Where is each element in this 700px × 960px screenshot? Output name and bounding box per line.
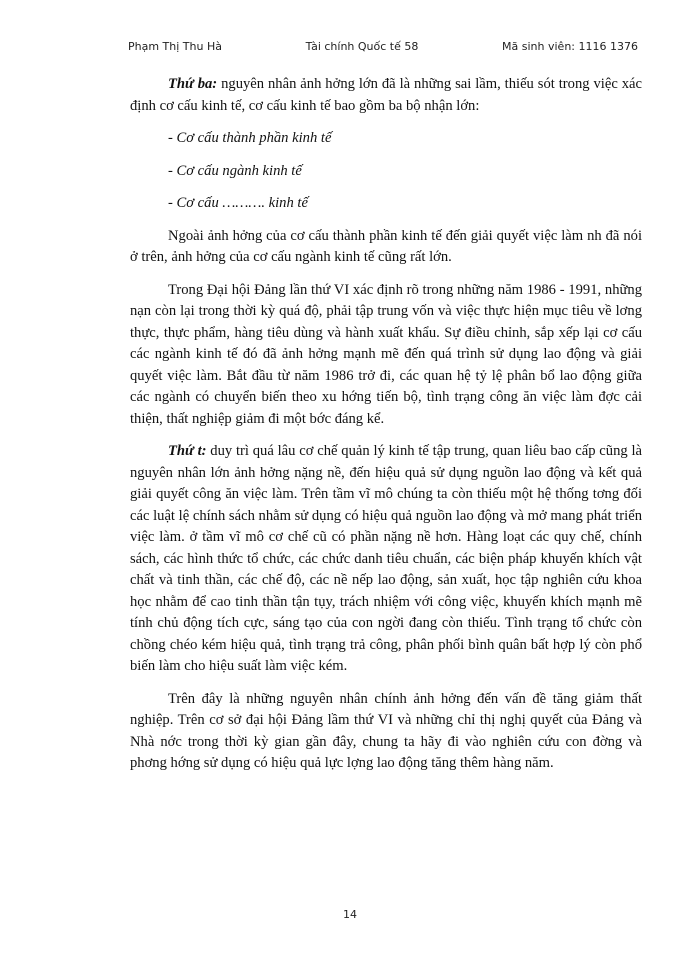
header-class: Tài chính Quốc tế 58	[305, 40, 419, 53]
paragraph-4	[130, 441, 642, 678]
list-item-3: - Cơ cấu ………. kinh tế	[168, 195, 308, 211]
paragraph-1-text: nguyên nhân ảnh hởng lớn đã là những sai lầm, thiếu sót trong việc xác định cơ cấu kinh tế, cơ cấu kinh tế bao gồm ba bộ nhận lớn:	[130, 76, 642, 114]
body-text	[130, 74, 642, 786]
page-number: 14	[343, 908, 357, 921]
paragraph-4-text: duy trì quá lâu cơ chế quản lý kinh tế tập trung, quan liêu bao cấp cũng là nguyên nhân lớn ảnh hởng nặng nề, đến hiệu quả sử dụng nguồn lao động và kết quả giải quyết công ăn việc làm. Trên tầm vĩ mô chúng ta còn thiếu một hệ thống tơng đối các luật lệ chính sách nhằm sử dụng có hiệu quả nguồn lao động và mở mang phát triển việc làm. ở tầm vĩ mô cơ chế cũ có phần nặng nề hơn. Hàng loạt các quy chế, chính sách, các hình thức tổ chức, các chức danh tiêu chuẩn, các biện pháp khuyến khích vật chất và tinh thần, các chế độ, các nề nếp lao động, sản xuất, học tập nghiên cứu khoa học nhằm để cao tinh thần tận tụy, trách nhiệm với công việc, khuyến khích mạnh mẽ tính chủ động tích cực, sáng tạo của con ngời đang còn thiếu. Tình trạng tổ chức còn chồng chéo kém hiệu quả, tình trạng trả công, phân phối bình quân bất hợp lý còn phổ biến làm cho hiệu suất làm việc kém.	[130, 443, 642, 674]
header-author: Phạm Thị Thu Hà	[128, 40, 222, 53]
list-item-1: - Cơ cấu thành phần kinh tế	[168, 130, 332, 146]
paragraph-4-lead: Thứ t:	[168, 443, 207, 459]
list-item-2: - Cơ cấu ngành kinh tế	[168, 162, 302, 179]
page-footer	[0, 908, 700, 921]
paragraph-1	[130, 74, 642, 117]
header-student-id: Mã sinh viên: 1116 1376	[502, 40, 638, 53]
paragraph-1-lead: Thứ ba:	[168, 76, 218, 92]
paragraph-5: Trên đây là những nguyên nhân chính ảnh hởng đến vấn đề tăng giảm thất nghiệp. Trên cơ sở đại hội Đảng lầm thứ VI và những chỉ thị nghị quyết của Đảng và Nhà nớc trong thời kỳ gian gần đây, chung ta hãy đi vào nghiên cứu con đờng và phơng hớng sử dụng có hiệu quả lực lợng lao động tăng thêm hàng năm.	[130, 690, 642, 771]
paragraph-3: Trong Đại hội Đảng lần thứ VI xác định rõ trong những năm 1986 - 1991, những nạn còn lại trong thời kỳ quá độ, phải tập trung vốn và việc thực hiện mục tiêu về lơng thực, thực phẩm, hàng tiêu dùng và hành xuất khẩu. Sự điều chỉnh, sắp xếp lại cơ cấu các ngành kinh tế đó đã ảnh hởng mạnh mẽ đến quá trình sử dụng lao động và giải quyết việc làm. Bắt đầu từ năm 1986 trở đi, các quan hệ tỷ lệ phân bổ lao động giữa các ngành có chuyển biến theo xu hớng tiến bộ, tình trạng công ăn việc làm đợc cải thiện, thất nghiệp giảm đi một bớc đáng kể.	[130, 281, 642, 427]
paragraph-2: Ngoài ảnh hởng của cơ cấu thành phần kinh tế đến giải quyết việc làm nh đã nói ở trên, ảnh hởng của cơ cấu ngành kinh tế cũng rất lớn.	[130, 227, 642, 265]
page-header	[128, 40, 638, 53]
